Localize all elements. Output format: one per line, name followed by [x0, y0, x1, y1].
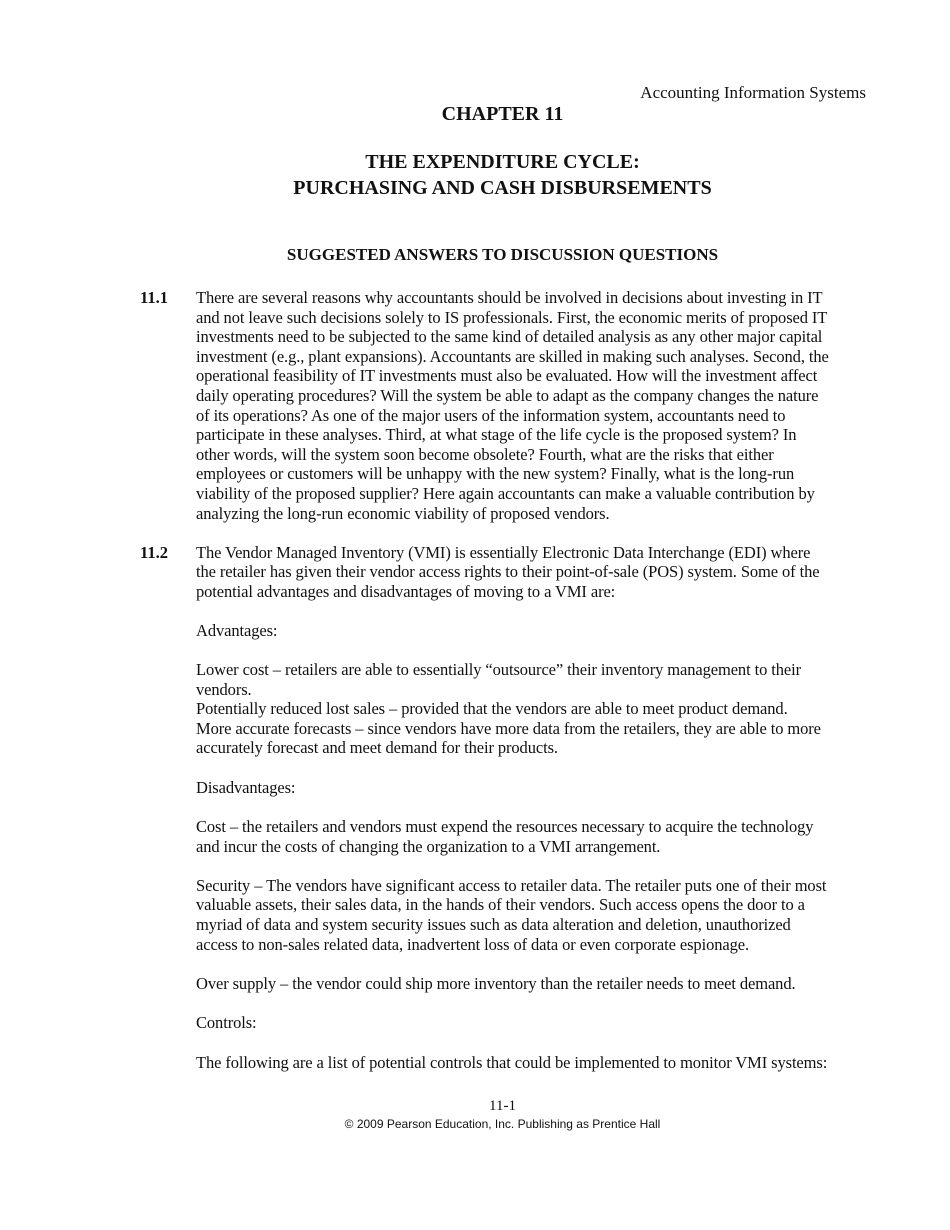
text-line: and incur the costs of changing the organization to a VMI arrangement.: [196, 837, 661, 856]
controls-heading: Controls:: [196, 1013, 257, 1032]
disadvantages-heading: Disadvantages:: [196, 778, 296, 797]
text-line: employees or customers will be unhappy with the new system? Finally, what is the long-run: [196, 464, 795, 483]
text-line: Lower cost – retailers are able to essentially “outsource” their inventory management to their: [196, 660, 801, 679]
chapter-title-line-1: THE EXPENDITURE CYCLE:: [365, 151, 640, 173]
text-line: of its operations? As one of the major users of the information system, accountants need to: [196, 406, 786, 425]
text-line: The Vendor Managed Inventory (VMI) is essentially Electronic Data Interchange (EDI) where: [196, 543, 811, 562]
running-header: Accounting Information Systems: [640, 83, 866, 102]
text-line: Potentially reduced lost sales – provided that the vendors are able to meet product demand.: [196, 699, 788, 718]
text-line: analyzing the long-run economic viability of proposed vendors.: [196, 504, 610, 523]
copyright-notice: © 2009 Pearson Education, Inc. Publishing as Prentice Hall: [344, 1117, 661, 1131]
text-line: Over supply – the vendor could ship more inventory than the retailer needs to meet demand.: [196, 974, 796, 993]
text-line: accurately forecast and meet demand for their products.: [196, 738, 558, 757]
section-heading: SUGGESTED ANSWERS TO DISCUSSION QUESTIONS: [286, 245, 719, 264]
text-line: and not leave such decisions solely to IS professionals. First, the economic merits of proposed IT: [196, 308, 828, 327]
text-line: myriad of data and system security issues such as data alteration and deletion, unauthorized: [196, 915, 791, 934]
text-line: There are several reasons why accountants should be involved in decisions about investing in IT: [196, 288, 823, 307]
text-line: daily operating procedures? Will the system be able to adapt as the company changes the nature: [196, 386, 819, 405]
text-line: investments need to be subjected to the same kind of detailed analysis as any other major capital: [196, 327, 823, 346]
text-line: participate in these analyses. Third, at what stage of the life cycle is the proposed system? In: [196, 425, 797, 444]
text-line: the retailer has given their vendor access rights to their point-of-sale (POS) system. Some of the: [196, 562, 820, 581]
advantages-heading: Advantages:: [196, 621, 278, 640]
text-line: Cost – the retailers and vendors must expend the resources necessary to acquire the technology: [196, 817, 814, 836]
question-number: 11.1: [140, 288, 168, 307]
text-line: Security – The vendors have significant access to retailer data. The retailer puts one of their most: [196, 876, 827, 895]
text-line: other words, will the system soon become obsolete? Fourth, what are the risks that either: [196, 445, 774, 464]
text-line: potential advantages and disadvantages of moving to a VMI are:: [196, 582, 616, 601]
chapter-label: CHAPTER 11: [441, 103, 564, 125]
text-line: valuable assets, their sales data, in the hands of their vendors. Such access opens the door to a: [196, 895, 805, 914]
text-line: viability of the proposed supplier? Here again accountants can make a valuable contribution by: [196, 484, 815, 503]
page-number: 11-1: [489, 1098, 516, 1114]
text-line: access to non-sales related data, inadvertent loss of data or even corporate espionage.: [196, 935, 749, 954]
text-line: The following are a list of potential controls that could be implemented to monitor VMI systems:: [196, 1053, 828, 1072]
chapter-title-line-2: PURCHASING AND CASH DISBURSEMENTS: [293, 177, 712, 199]
text-line: investment (e.g., plant expansions). Accountants are skilled in making such analyses. Second, the: [196, 347, 829, 366]
text-line: operational feasibility of IT investments must also be evaluated. How will the investment affect: [196, 366, 818, 385]
text-line: vendors.: [196, 680, 252, 699]
question-number: 11.2: [140, 543, 168, 562]
text-line: More accurate forecasts – since vendors have more data from the retailers, they are able to more: [196, 719, 821, 738]
